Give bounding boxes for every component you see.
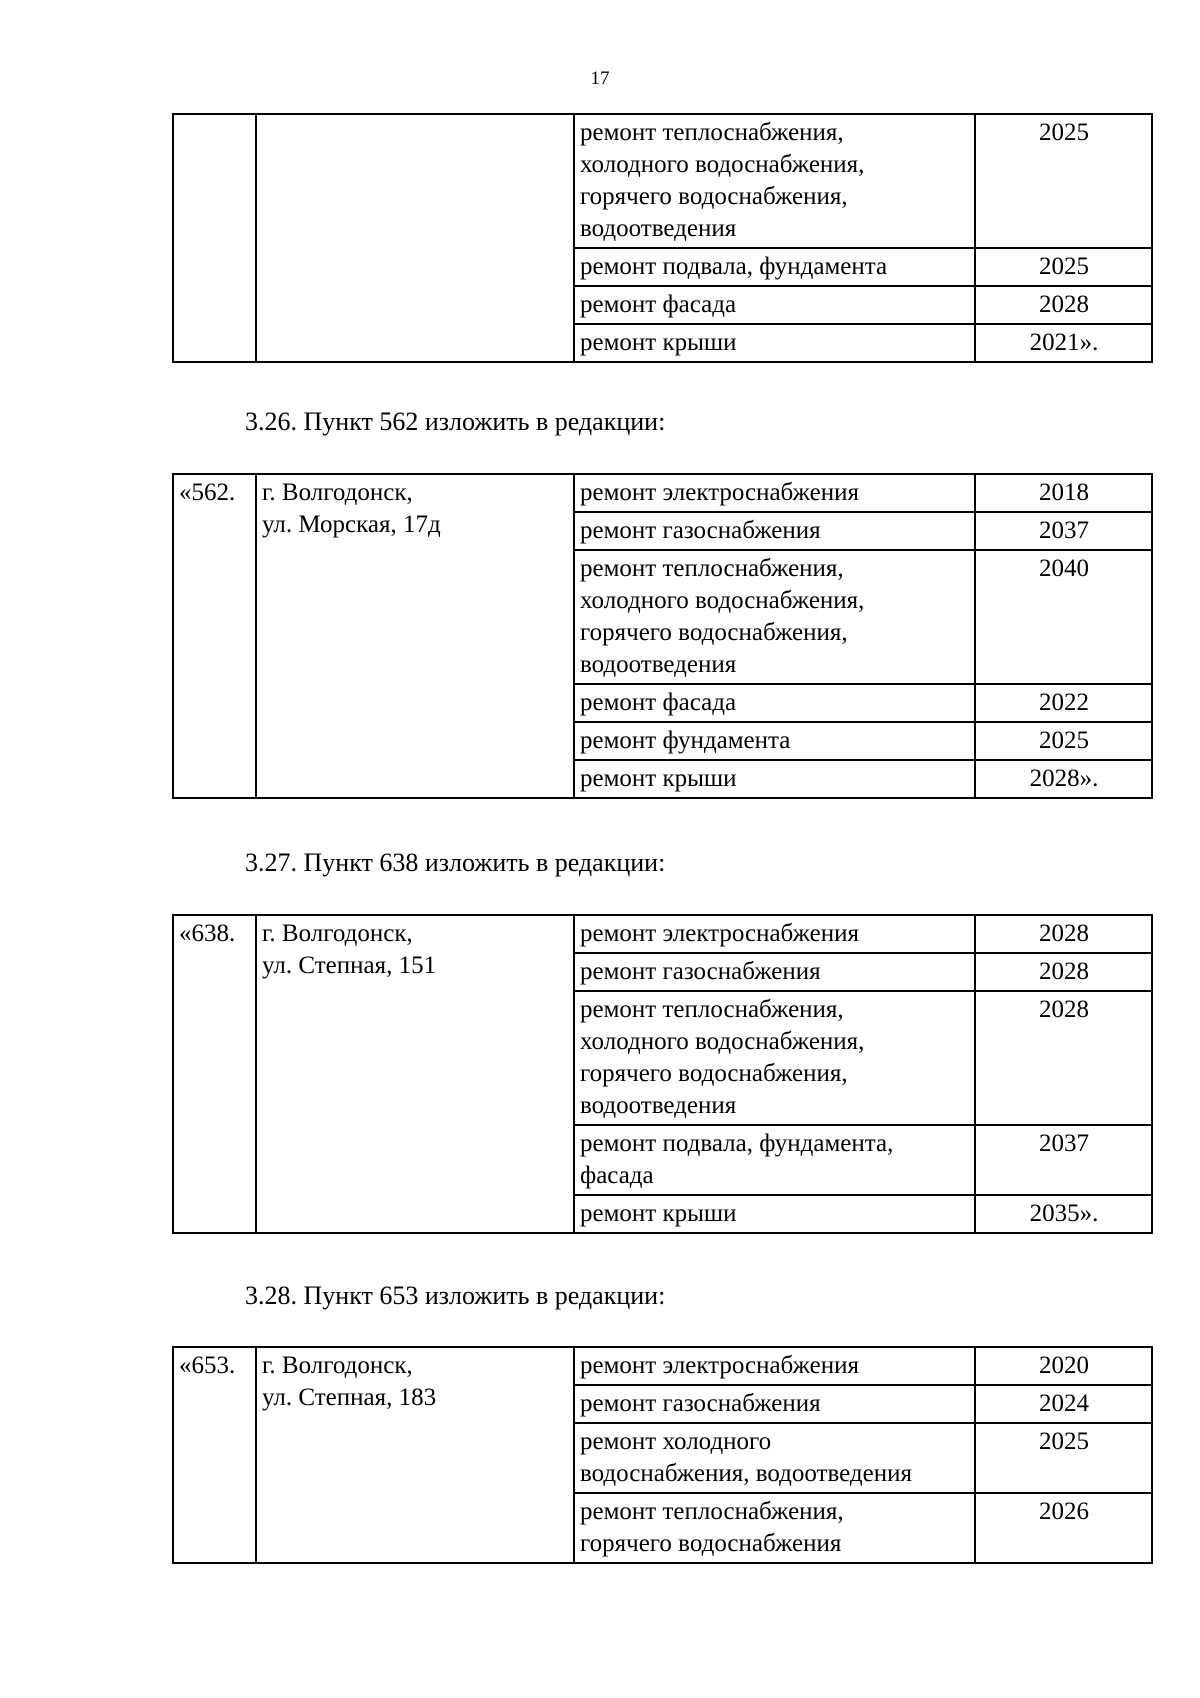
address-line: ул. Степная, 151 [262, 952, 437, 979]
year-cell: 2020 [975, 1347, 1152, 1385]
year-cell: 2037 [975, 1125, 1152, 1195]
address-cell [256, 915, 574, 1233]
year-cell: 2022 [975, 684, 1152, 722]
address-line: г. Волгодонск, [262, 479, 413, 506]
table-row [173, 915, 1152, 953]
page-number: 17 [590, 68, 610, 89]
section-heading-3-26: 3.26. Пункт 562 изложить в редакции: [245, 407, 666, 436]
repair-table-638 [172, 914, 1153, 1234]
work-type-cell [574, 114, 975, 248]
work-type-line: ремонт крыши [580, 1200, 737, 1227]
work-type-cell [574, 991, 975, 1125]
year-cell: 2025 [975, 722, 1152, 760]
year-cell: 2024 [975, 1385, 1152, 1423]
year-cell: 2021». [975, 324, 1152, 362]
year-cell: 2040 [975, 550, 1152, 684]
work-type-cell [574, 953, 975, 991]
work-type-cell [574, 915, 975, 953]
work-type-line: горячего водоснабжения, [580, 1060, 848, 1087]
section-heading-3-28: 3.28. Пункт 653 изложить в редакции: [245, 1281, 666, 1310]
work-type-line: холодного водоснабжения, [580, 151, 865, 178]
work-type-line: ремонт газоснабжения [580, 517, 821, 544]
item-number-cell: «653. [173, 1347, 256, 1563]
year-cell: 2025 [975, 114, 1152, 248]
work-type-line: ремонт крыши [580, 765, 737, 792]
work-type-cell [574, 286, 975, 324]
work-type-line: ремонт теплоснабжения, [580, 1498, 844, 1525]
work-type-cell [574, 684, 975, 722]
address-line: ул. Степная, 183 [262, 1384, 437, 1411]
year-cell: 2028». [975, 760, 1152, 798]
work-type-cell [574, 474, 975, 512]
work-type-cell [574, 324, 975, 362]
work-type-line: фасада [580, 1162, 654, 1189]
year-cell: 2028 [975, 286, 1152, 324]
work-type-line: ремонт подвала, фундамента, [580, 1130, 894, 1157]
work-type-line: ремонт фасада [580, 291, 737, 318]
work-type-cell [574, 1423, 975, 1493]
work-type-line: водоотведения [580, 651, 737, 678]
work-type-cell [574, 722, 975, 760]
address-cell [256, 474, 574, 798]
work-type-cell [574, 1195, 975, 1233]
work-type-cell [574, 1493, 975, 1563]
work-type-cell [574, 1125, 975, 1195]
work-type-line: ремонт газоснабжения [580, 958, 821, 985]
table-row [173, 114, 1152, 248]
table-row [173, 474, 1152, 512]
work-type-line: холодного водоснабжения, [580, 1028, 865, 1055]
year-cell: 2028 [975, 915, 1152, 953]
work-type-line: водоснабжения, водоотведения [580, 1460, 912, 1487]
work-type-line: ремонт фундамента [580, 727, 791, 754]
year-cell: 2028 [975, 991, 1152, 1125]
work-type-line: горячего водоснабжения, [580, 183, 848, 210]
year-cell: 2018 [975, 474, 1152, 512]
year-cell: 2035». [975, 1195, 1152, 1233]
address-line: г. Волгодонск, [262, 1352, 413, 1379]
work-type-cell [574, 512, 975, 550]
work-type-line: ремонт электроснабжения [580, 1352, 859, 1379]
year-cell: 2028 [975, 953, 1152, 991]
repair-table-562 [172, 473, 1153, 799]
item-number-cell: «562. [173, 474, 256, 798]
address-cell [256, 1347, 574, 1563]
address-line: ул. Морская, 17д [262, 511, 441, 538]
work-type-cell [574, 248, 975, 286]
work-type-line: ремонт теплоснабжения, [580, 119, 844, 146]
work-type-line: горячего водоснабжения, [580, 619, 848, 646]
work-type-line: ремонт электроснабжения [580, 920, 859, 947]
work-type-line: холодного водоснабжения, [580, 587, 865, 614]
work-type-line: ремонт крыши [580, 329, 737, 356]
work-type-line: ремонт фасада [580, 689, 737, 716]
year-cell: 2025 [975, 1423, 1152, 1493]
repair-table-653 [172, 1346, 1153, 1564]
work-type-line: горячего водоснабжения [580, 1530, 842, 1557]
work-type-line: ремонт холодного [580, 1428, 772, 1455]
work-type-line: ремонт подвала, фундамента [580, 253, 888, 280]
address-cell [256, 114, 574, 362]
work-type-line: водоотведения [580, 215, 737, 242]
year-cell: 2037 [975, 512, 1152, 550]
work-type-cell [574, 1347, 975, 1385]
work-type-line: ремонт газоснабжения [580, 1390, 821, 1417]
work-type-line: ремонт теплоснабжения, [580, 996, 844, 1023]
repair-table-continued [172, 113, 1153, 363]
work-type-cell [574, 550, 975, 684]
work-type-line: ремонт электроснабжения [580, 479, 859, 506]
work-type-cell [574, 760, 975, 798]
year-cell: 2026 [975, 1493, 1152, 1563]
year-cell: 2025 [975, 248, 1152, 286]
section-heading-3-27: 3.27. Пункт 638 изложить в редакции: [245, 848, 666, 877]
work-type-cell [574, 1385, 975, 1423]
item-number-cell [173, 114, 256, 362]
table-row [173, 1347, 1152, 1385]
address-line: г. Волгодонск, [262, 920, 413, 947]
work-type-line: водоотведения [580, 1092, 737, 1119]
work-type-line: ремонт теплоснабжения, [580, 555, 844, 582]
item-number-cell: «638. [173, 915, 256, 1233]
